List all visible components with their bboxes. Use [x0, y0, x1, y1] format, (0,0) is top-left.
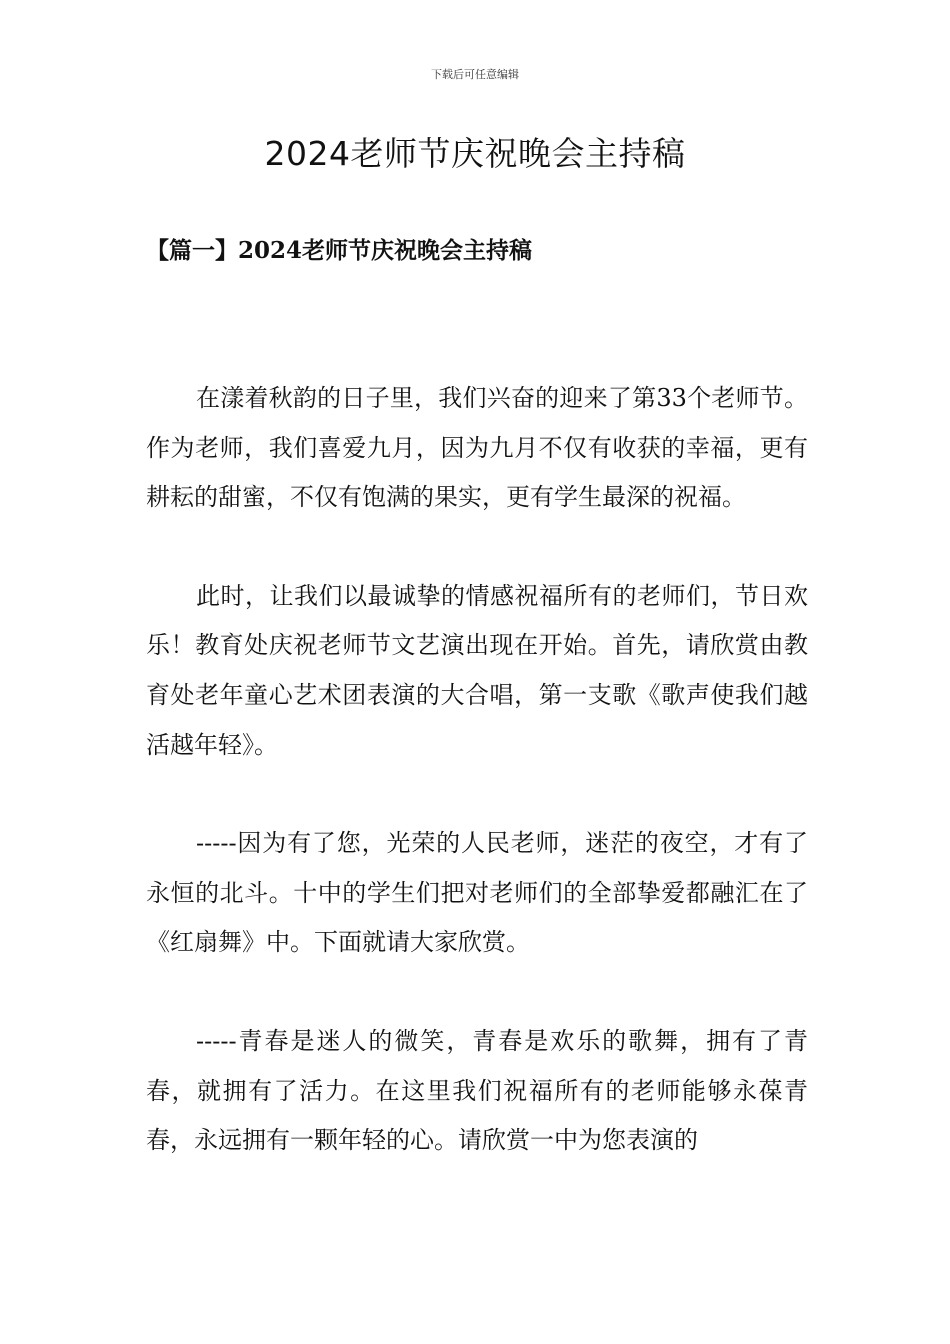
header-note: 下载后可任意编辑 [431, 68, 519, 81]
document-body [146, 374, 808, 1215]
section-heading: 【篇一】2024老师节庆祝晚会主持稿 [146, 237, 533, 264]
document-title: 2024老师节庆祝晚会主持稿 [264, 134, 686, 173]
paragraph-4: -----青春是迷人的微笑，青春是欢乐的歌舞，拥有了青春，就拥有了活力。在这里我们祝福所有的老师能够永葆青春，永远拥有一颗年轻的心。请欣赏一中为您表演的 [146, 1026, 808, 1155]
paragraph-2: 此时，让我们以最诚挚的情感祝福所有的老师们，节日欢乐！教育处庆祝老师节文艺演出现在开始。首先，请欣赏由教育处老年童心艺术团表演的大合唱，第一支歌《歌声使我们越活越年轻》。 [146, 581, 808, 759]
paragraph-3: -----因为有了您，光荣的人民老师，迷茫的夜空，才有了永恒的北斗。十中的学生们把对老师们的全部挚爱都融汇在了《红扇舞》中。下面就请大家欣赏。 [146, 829, 808, 957]
paragraph-1: 在漾着秋韵的日子里，我们兴奋的迎来了第33个老师节。作为老师，我们喜爱九月，因为九月不仅有收获的幸福，更有耕耘的甜蜜，不仅有饱满的果实，更有学生最深的祝福。 [146, 384, 808, 512]
